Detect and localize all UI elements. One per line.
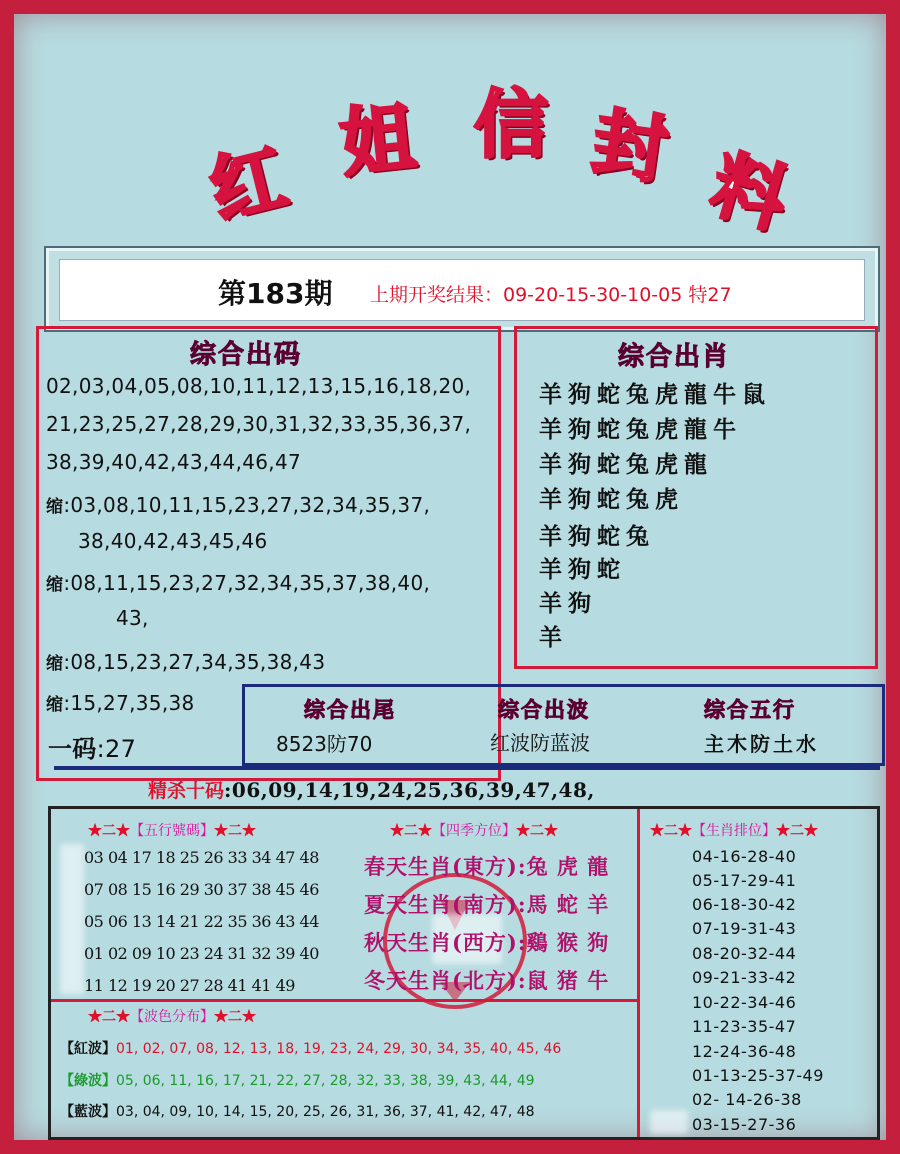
title-char-1: 红 bbox=[202, 134, 295, 236]
shrink-values: :08,15,23,27,34,35,38,43 bbox=[63, 650, 326, 674]
last-result: 上期开奖结果：09-20-15-30-10-05 特27 bbox=[370, 284, 732, 306]
one-code-value: :27 bbox=[96, 735, 137, 763]
zodiac-line-8: 羊 bbox=[539, 624, 568, 651]
wuxing-line-5: 11 12 19 20 27 28 41 41 49 bbox=[84, 976, 295, 995]
star-icon: ★二★ bbox=[516, 823, 558, 839]
wave-row-red bbox=[60, 1038, 561, 1058]
tail-value: 8523防70 bbox=[276, 732, 373, 756]
wave-title: 综合出波 bbox=[498, 697, 590, 722]
blur-patch bbox=[60, 844, 84, 994]
seasons-title: 【四季方位】 bbox=[432, 823, 516, 839]
divider-horizontal bbox=[51, 999, 637, 1002]
codes-line-1: 02,03,04,05,08,10,11,12,13,15,16,18,20, bbox=[46, 374, 472, 398]
shengxiao-line-5: 08-20-32-44 bbox=[692, 944, 797, 963]
wuxing-line-3: 05 06 13 14 21 22 35 36 43 44 bbox=[84, 912, 319, 931]
title-char-2: 姐 bbox=[336, 94, 419, 188]
codes-line-2: 21,23,25,27,28,29,30,31,32,33,35,36,37, bbox=[46, 412, 472, 436]
star-icon: ★二★ bbox=[390, 823, 432, 839]
wave-row-label: 【紅波】 bbox=[60, 1041, 116, 1057]
shengxiao-line-9: 12-24-36-48 bbox=[692, 1042, 797, 1061]
wave-row-nums: 03, 04, 09, 10, 14, 15, 20, 25, 26, 31, 36, 37, 41, 42, 47, 48 bbox=[116, 1104, 535, 1120]
shrink-label: 缩 bbox=[46, 654, 64, 674]
shengxiao-line-4: 07-19-31-43 bbox=[692, 919, 797, 938]
zodiac-line-3: 羊狗蛇兔虎龍 bbox=[539, 451, 713, 478]
wave-row-green bbox=[60, 1070, 535, 1090]
wuxing-line-4: 01 02 09 10 23 24 31 32 39 40 bbox=[84, 944, 319, 963]
tail-title: 综合出尾 bbox=[304, 697, 396, 722]
wuxing-line-2: 07 08 15 16 29 30 37 38 45 46 bbox=[84, 880, 319, 899]
shengxiao-line-3: 06-18-30-42 bbox=[692, 895, 797, 914]
zodiac-line-5: 羊狗蛇兔 bbox=[539, 523, 655, 550]
title-char-5: 料 bbox=[701, 141, 797, 245]
wave-row-nums: 01, 02, 07, 08, 12, 13, 18, 19, 23, 24, 29, 30, 34, 35, 40, 45, 46 bbox=[116, 1041, 562, 1057]
star-icon: ★二★ bbox=[88, 823, 130, 839]
shrink-label: 缩 bbox=[46, 497, 64, 517]
shengxiao-line-6: 09-21-33-42 bbox=[692, 968, 797, 987]
star-icon: ★二★ bbox=[214, 823, 256, 839]
title-char-3: 信 bbox=[474, 82, 548, 168]
shrink-2-cont: 43, bbox=[116, 606, 149, 630]
star-icon: ★二★ bbox=[650, 823, 692, 839]
wuxing-title: 【五行號碼】 bbox=[130, 823, 214, 839]
shengxiao-line-10: 01-13-25-37-49 bbox=[692, 1066, 824, 1085]
shrink-3 bbox=[46, 649, 325, 674]
issue-number: 第183期 bbox=[218, 277, 333, 310]
wave-row-blue bbox=[60, 1101, 535, 1121]
blur-patch bbox=[650, 1110, 688, 1134]
shrink-label: 缩 bbox=[46, 575, 64, 595]
element-title: 综合五行 bbox=[704, 697, 796, 722]
zodiac-title: 综合出肖 bbox=[618, 342, 731, 372]
wuxing-line-1: 03 04 17 18 25 26 33 34 47 48 bbox=[84, 848, 319, 867]
waves-title: 【波色分布】 bbox=[130, 1009, 214, 1025]
zodiac-line-4: 羊狗蛇兔虎 bbox=[539, 486, 684, 513]
zodiac-line-2: 羊狗蛇兔虎龍牛 bbox=[539, 416, 742, 443]
kill-row bbox=[148, 776, 595, 803]
shengxiao-line-12: 03-15-27-36 bbox=[692, 1115, 797, 1134]
shrink-label: 缩 bbox=[46, 695, 64, 715]
zodiac-line-1: 羊狗蛇兔虎龍牛鼠 bbox=[539, 381, 771, 408]
zodiac-line-7: 羊狗 bbox=[539, 590, 597, 617]
shrink-1 bbox=[46, 492, 430, 517]
kill-value: :06,09,14,19,24,25,36,39,47,48, bbox=[224, 778, 595, 802]
shrink-values: :08,11,15,23,27,32,34,35,37,38,40, bbox=[63, 571, 431, 595]
issue-banner bbox=[59, 259, 865, 321]
element-value: 主木防土水 bbox=[704, 732, 819, 756]
wave-row-label: 【藍波】 bbox=[60, 1104, 116, 1120]
shengxiao-line-1: 04-16-28-40 bbox=[692, 847, 797, 866]
title-char-4: 封 bbox=[587, 99, 673, 195]
shengxiao-line-7: 10-22-34-46 bbox=[692, 993, 797, 1012]
star-icon: ★二★ bbox=[214, 1009, 256, 1025]
season-line-3: 秋天生肖(西方):鷄 猴 狗 bbox=[364, 930, 610, 955]
one-code bbox=[48, 729, 136, 764]
navy-divider bbox=[54, 766, 880, 770]
one-code-label: 一码 bbox=[48, 734, 97, 763]
season-line-2: 夏天生肖(南方):馬 蛇 羊 bbox=[364, 892, 610, 917]
wave-row-label: 【綠波】 bbox=[60, 1073, 116, 1089]
shrink-2 bbox=[46, 570, 430, 595]
divider-vertical bbox=[637, 809, 640, 1137]
season-line-1: 春天生肖(東方):兔 虎 龍 bbox=[364, 854, 610, 879]
star-icon: ★二★ bbox=[776, 823, 818, 839]
zodiac-line-6: 羊狗蛇 bbox=[539, 556, 626, 583]
star-icon: ★二★ bbox=[88, 1009, 130, 1025]
shrink-4 bbox=[46, 690, 195, 715]
shrink-1-cont: 38,40,42,43,45,46 bbox=[78, 529, 268, 553]
shengxiao-line-2: 05-17-29-41 bbox=[692, 871, 797, 890]
shengxiao-line-8: 11-23-35-47 bbox=[692, 1017, 797, 1036]
shrink-values: :15,27,35,38 bbox=[63, 691, 195, 715]
shrink-values: :03,08,10,11,15,23,27,32,34,35,37, bbox=[63, 493, 431, 517]
issue-box bbox=[46, 248, 878, 330]
codes-line-3: 38,39,40,42,43,44,46,47 bbox=[46, 450, 301, 474]
season-line-4: 冬天生肖(北方):鼠 猪 牛 bbox=[364, 968, 610, 993]
shengxiao-line-11: 02- 14-26-38 bbox=[692, 1090, 802, 1109]
seasons-header bbox=[390, 820, 558, 840]
shengxiao-header bbox=[650, 820, 818, 840]
wave-row-nums: 05, 06, 11, 16, 17, 21, 22, 27, 28, 32, 33, 38, 39, 43, 44, 49 bbox=[116, 1073, 535, 1089]
codes-title: 综合出码 bbox=[190, 340, 303, 370]
waves-header bbox=[88, 1006, 256, 1026]
wave-value: 红波防蓝波 bbox=[490, 731, 590, 755]
wuxing-header bbox=[88, 820, 256, 840]
kill-label: 精杀十码 bbox=[148, 780, 225, 802]
shengxiao-title: 【生肖排位】 bbox=[692, 823, 776, 839]
